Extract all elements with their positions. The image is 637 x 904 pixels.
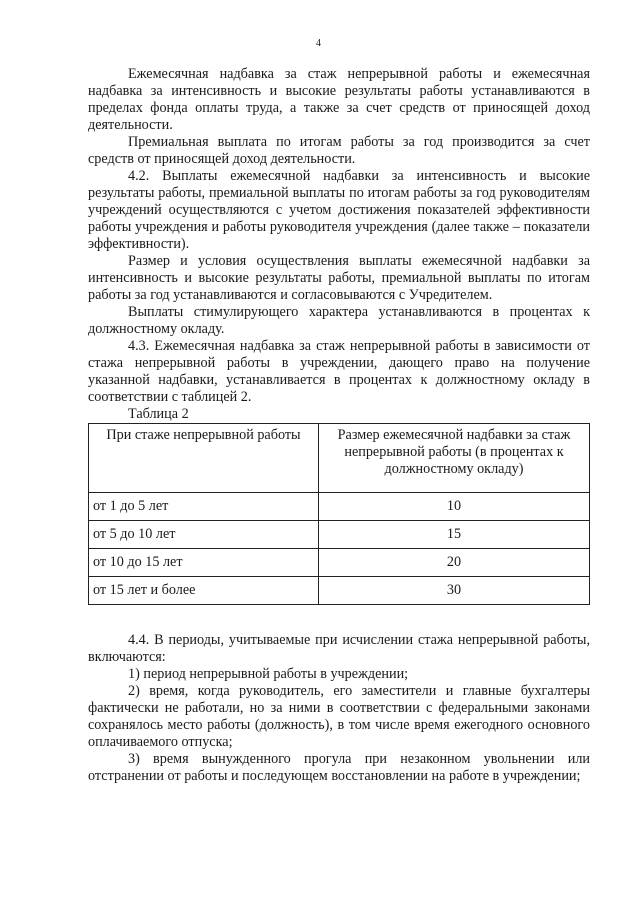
list-item: 3) время вынужденного прогула при незаконном увольнении или отстранении от работы и последующем восстановлении на работе в учреждении; — [88, 751, 590, 784]
row-value: 30 — [319, 577, 590, 605]
table-header-period: При стаже непрерывной работы — [89, 424, 319, 493]
seniority-bonus-table — [88, 423, 590, 605]
table-caption: Таблица 2 — [128, 406, 189, 422]
list-item: 1) период непрерывной работы в учреждении; — [128, 666, 409, 682]
document-body — [88, 66, 590, 785]
row-value: 10 — [319, 493, 590, 521]
paragraph: Размер и условия осуществления выплаты ежемесячной надбавки за интенсивность и высокие результаты работы, премиальной выплаты по итогам работы за год устанавливаются и согласовываются с Учредителем. — [88, 253, 590, 303]
list-item: 2) время, когда руководитель, его заместители и главные бухгалтеры фактически не работали, но за ними в соответствии с федеральными законами сохранялось место работы (должность), в том числе время ежегодного основного оплачиваемого отпуска; — [88, 683, 590, 750]
paragraph: 4.2. Выплаты ежемесячной надбавки за интенсивность и высокие результаты работы, премиальной выплаты по итогам работы за год руководителям учреждений осуществляются с учетом достижения показателей эффективности работы учреждения и работы руководителя учреждения (далее также – показатели эффективности). — [88, 168, 590, 252]
section-4-4 — [88, 632, 590, 785]
row-value: 20 — [319, 549, 590, 577]
table-row — [89, 577, 590, 605]
row-period: от 10 до 15 лет — [89, 549, 319, 577]
row-value: 15 — [319, 521, 590, 549]
table-header-bonus: Размер ежемесячной надбавки за стаж непрерывной работы (в процентах к должностному окладу) — [319, 424, 590, 493]
paragraph: Премиальная выплата по итогам работы за год производится за счет средств от приносящей доход деятельности. — [88, 134, 590, 167]
table-row — [89, 521, 590, 549]
paragraph: 4.4. В периоды, учитываемые при исчислении стажа непрерывной работы, включаются: — [88, 632, 590, 665]
table-row — [89, 493, 590, 521]
row-period: от 5 до 10 лет — [89, 521, 319, 549]
row-period: от 1 до 5 лет — [89, 493, 319, 521]
row-period: от 15 лет и более — [89, 577, 319, 605]
paragraph: Ежемесячная надбавка за стаж непрерывной работы и ежемесячная надбавка за интенсивность и высокие результаты работы устанавливаются в пределах фонда оплаты труда, а также за счет средств от приносящей доход деятельности. — [88, 66, 590, 133]
paragraph: 4.3. Ежемесячная надбавка за стаж непрерывной работы в зависимости от стажа непрерывной работы в учреждении, дающего право на получение указанной надбавки, устанавливается в процентах к должностному окладу в соответствии с таблицей 2. — [88, 338, 590, 405]
table-header-row — [89, 424, 590, 493]
table-row — [89, 549, 590, 577]
page-number: 4 — [316, 38, 321, 49]
paragraph: Выплаты стимулирующего характера устанавливаются в процентах к должностному окладу. — [88, 304, 590, 337]
